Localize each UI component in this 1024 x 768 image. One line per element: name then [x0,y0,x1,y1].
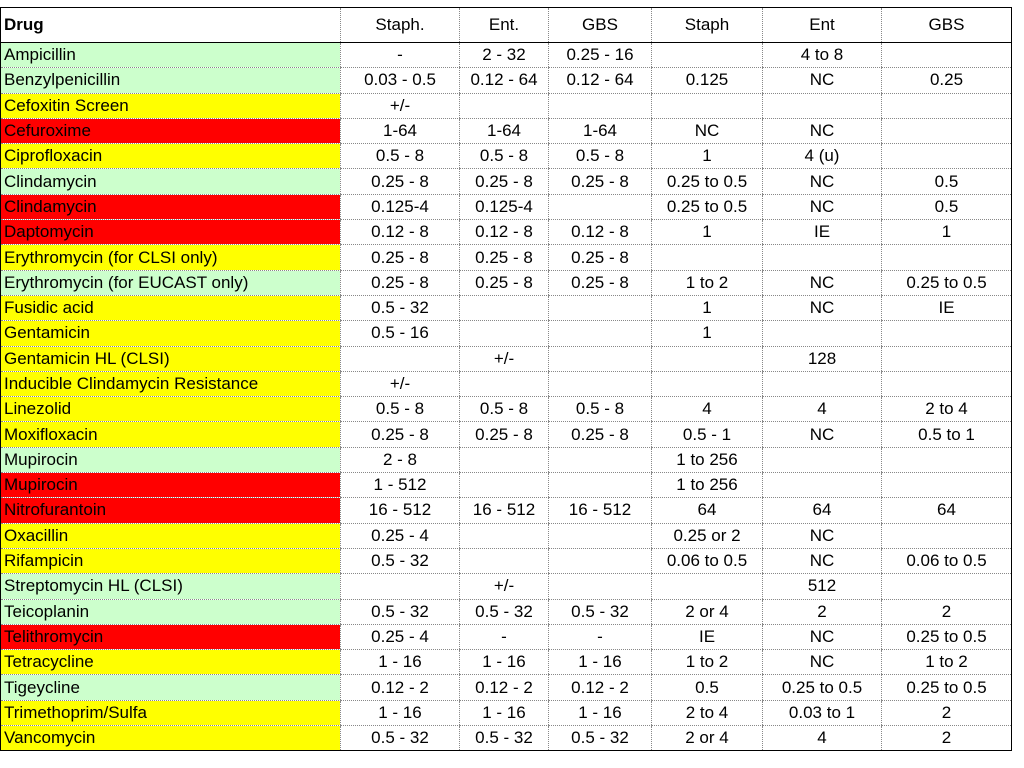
table-row [1,93,1012,118]
value-cell: +/- [460,574,549,599]
value-cell: 0.25 [882,68,1012,93]
value-cell: 0.25 - 8 [549,270,652,295]
drug-name-cell: Gentamicin [1,321,341,346]
value-cell: 1 - 16 [341,650,460,675]
value-cell: 0.12 - 2 [460,675,549,700]
header-gbs: GBS [882,8,1012,43]
value-cell: 1 to 2 [652,270,763,295]
value-cell [882,523,1012,548]
value-cell: 1 - 16 [460,700,549,725]
value-cell: 4 to 8 [763,43,882,68]
value-cell [882,473,1012,498]
value-cell: 0.5 - 32 [341,548,460,573]
value-cell: 16 - 512 [460,498,549,523]
table-row [1,245,1012,270]
table-row [1,675,1012,700]
value-cell [882,93,1012,118]
value-cell: IE [652,624,763,649]
value-cell: +/- [341,371,460,396]
value-cell: 1-64 [549,118,652,143]
value-cell: 0.25 - 8 [549,169,652,194]
value-cell [460,93,549,118]
value-cell: 0.25 to 0.5 [652,169,763,194]
value-cell: 1 to 2 [882,650,1012,675]
value-cell: 128 [763,346,882,371]
value-cell: 0.25 - 8 [460,422,549,447]
table-row [1,371,1012,396]
header-ent-range: Ent. [460,8,549,43]
value-cell: 0.12 - 8 [341,220,460,245]
value-cell [460,473,549,498]
value-cell: 2 [763,599,882,624]
value-cell: 0.25 - 8 [549,422,652,447]
value-cell: 0.5 - 8 [549,397,652,422]
value-cell [652,43,763,68]
value-cell: NC [763,624,882,649]
value-cell [549,523,652,548]
table-row [1,700,1012,725]
value-cell: 0.25 - 8 [549,245,652,270]
value-cell: 0.12 - 2 [549,675,652,700]
value-cell [882,43,1012,68]
value-cell: 0.06 to 0.5 [882,548,1012,573]
table-row [1,422,1012,447]
table-row [1,726,1012,751]
value-cell: 0.5 - 32 [460,726,549,751]
value-cell [549,574,652,599]
value-cell [882,245,1012,270]
value-cell [882,371,1012,396]
table-row [1,194,1012,219]
value-cell [460,321,549,346]
value-cell: 0.5 - 32 [549,599,652,624]
value-cell [763,473,882,498]
value-cell: NC [763,270,882,295]
value-cell: +/- [460,346,549,371]
value-cell: 512 [763,574,882,599]
header-ent: Ent [763,8,882,43]
table-row [1,118,1012,143]
drug-name-cell: Telithromycin [1,624,341,649]
value-cell: 0.06 to 0.5 [652,548,763,573]
value-cell [460,447,549,472]
value-cell [549,321,652,346]
table-row [1,68,1012,93]
drug-name-cell: Moxifloxacin [1,422,341,447]
value-cell: 1 [652,295,763,320]
table-row [1,624,1012,649]
value-cell: 1 - 512 [341,473,460,498]
value-cell: 1 [652,321,763,346]
value-cell: 1 - 16 [549,700,652,725]
drug-name-cell: Vancomycin [1,726,341,751]
value-cell: 0.5 - 1 [652,422,763,447]
table-row [1,43,1012,68]
value-cell: - [341,43,460,68]
value-cell: 0.25 to 0.5 [882,675,1012,700]
drug-name-cell: Erythromycin (for CLSI only) [1,245,341,270]
value-cell: NC [763,650,882,675]
value-cell: 1 [652,220,763,245]
value-cell: 16 - 512 [341,498,460,523]
table-body [1,43,1012,751]
value-cell: NC [763,295,882,320]
value-cell: - [460,624,549,649]
table-row [1,270,1012,295]
value-cell: 0.25 - 8 [341,422,460,447]
value-cell: 0.5 [652,675,763,700]
value-cell: 0.5 - 32 [341,295,460,320]
value-cell [763,321,882,346]
value-cell: 0.125-4 [341,194,460,219]
value-cell: 0.25 to 0.5 [882,270,1012,295]
value-cell: 1 [652,144,763,169]
value-cell: 1 to 256 [652,447,763,472]
value-cell: 0.125 [652,68,763,93]
header-gbs-range: GBS [549,8,652,43]
value-cell: 0.5 [882,194,1012,219]
table-row [1,295,1012,320]
value-cell [882,346,1012,371]
value-cell: 0.125-4 [460,194,549,219]
value-cell: 1 [882,220,1012,245]
value-cell: 16 - 512 [549,498,652,523]
value-cell: 1 - 16 [341,700,460,725]
value-cell: 0.25 - 16 [549,43,652,68]
table-row [1,144,1012,169]
header-staph-range: Staph. [341,8,460,43]
value-cell [341,346,460,371]
value-cell: 0.5 to 1 [882,422,1012,447]
drug-name-cell: Ampicillin [1,43,341,68]
value-cell: 0.25 or 2 [652,523,763,548]
value-cell [652,245,763,270]
drug-name-cell: Benzylpenicillin [1,68,341,93]
value-cell: 0.25 - 8 [460,245,549,270]
value-cell: NC [652,118,763,143]
value-cell: NC [763,169,882,194]
value-cell: 2 or 4 [652,726,763,751]
value-cell [549,295,652,320]
value-cell [460,548,549,573]
value-cell: IE [763,220,882,245]
drug-name-cell: Trimethoprim/Sulfa [1,700,341,725]
table-row [1,650,1012,675]
drug-name-cell: Cefoxitin Screen [1,93,341,118]
value-cell [763,447,882,472]
value-cell: 64 [763,498,882,523]
value-cell: 2 to 4 [882,397,1012,422]
value-cell: 0.25 - 8 [341,169,460,194]
value-cell: 0.25 - 8 [460,270,549,295]
drug-name-cell: Ciprofloxacin [1,144,341,169]
drug-name-cell: Streptomycin HL (CLSI) [1,574,341,599]
value-cell [549,371,652,396]
drug-name-cell: Tigeycline [1,675,341,700]
value-cell: 2 or 4 [652,599,763,624]
drug-name-cell: Inducible Clindamycin Resistance [1,371,341,396]
value-cell [652,93,763,118]
value-cell: 0.25 to 0.5 [882,624,1012,649]
value-cell: 4 [763,726,882,751]
value-cell: 0.12 - 2 [341,675,460,700]
value-cell [652,371,763,396]
table-row [1,169,1012,194]
value-cell: 0.5 - 32 [341,599,460,624]
value-cell [763,93,882,118]
value-cell: 2 [882,599,1012,624]
value-cell: 4 (u) [763,144,882,169]
value-cell: 1-64 [460,118,549,143]
value-cell [882,447,1012,472]
value-cell: +/- [341,93,460,118]
value-cell [549,346,652,371]
drug-name-cell: Clindamycin [1,169,341,194]
value-cell: 4 [652,397,763,422]
drug-name-cell: Nitrofurantoin [1,498,341,523]
drug-name-cell: Linezolid [1,397,341,422]
table-row [1,346,1012,371]
value-cell: 2 to 4 [652,700,763,725]
value-cell: 1 - 16 [549,650,652,675]
value-cell: 0.25 - 4 [341,523,460,548]
value-cell: 0.5 - 32 [341,726,460,751]
table-row [1,548,1012,573]
drug-name-cell: Rifampicin [1,548,341,573]
drug-name-cell: Mupirocin [1,473,341,498]
value-cell [652,574,763,599]
table-row [1,321,1012,346]
value-cell: 2 - 8 [341,447,460,472]
value-cell: 0.5 - 8 [549,144,652,169]
value-cell: 0.25 to 0.5 [763,675,882,700]
value-cell: 1 to 2 [652,650,763,675]
value-cell: 0.5 [882,169,1012,194]
value-cell: 1-64 [341,118,460,143]
value-cell: 0.12 - 8 [460,220,549,245]
value-cell [460,295,549,320]
table-row [1,473,1012,498]
value-cell: 0.5 - 16 [341,321,460,346]
value-cell: 4 [763,397,882,422]
drug-name-cell: Gentamicin HL (CLSI) [1,346,341,371]
table-row [1,523,1012,548]
value-cell [460,523,549,548]
value-cell [549,194,652,219]
table-row [1,574,1012,599]
header-row [1,8,1012,43]
drug-name-cell: Cefuroxime [1,118,341,143]
value-cell [460,371,549,396]
table-row [1,599,1012,624]
value-cell: 0.5 - 32 [460,599,549,624]
value-cell: 0.12 - 64 [460,68,549,93]
value-cell [882,574,1012,599]
drug-name-cell: Tetracycline [1,650,341,675]
value-cell: 0.03 to 1 [763,700,882,725]
value-cell: IE [882,295,1012,320]
value-cell: 0.5 - 32 [549,726,652,751]
drug-table [0,7,1012,751]
value-cell: 0.25 to 0.5 [652,194,763,219]
value-cell: 0.5 - 8 [460,397,549,422]
drug-name-cell: Mupirocin [1,447,341,472]
value-cell [549,93,652,118]
drug-name-cell: Clindamycin [1,194,341,219]
value-cell: 64 [882,498,1012,523]
value-cell: NC [763,118,882,143]
value-cell: 0.25 - 4 [341,624,460,649]
value-cell: NC [763,194,882,219]
value-cell: NC [763,523,882,548]
value-cell [341,574,460,599]
value-cell [882,118,1012,143]
table-row [1,447,1012,472]
drug-name-cell: Oxacillin [1,523,341,548]
value-cell [763,371,882,396]
value-cell: 0.5 - 8 [460,144,549,169]
drug-name-cell: Fusidic acid [1,295,341,320]
value-cell: 0.5 - 8 [341,144,460,169]
value-cell: 0.25 - 8 [341,270,460,295]
value-cell [549,473,652,498]
value-cell: 2 [882,726,1012,751]
value-cell: 0.5 - 8 [341,397,460,422]
table-row [1,498,1012,523]
drug-name-cell: Erythromycin (for EUCAST only) [1,270,341,295]
value-cell: 0.12 - 8 [549,220,652,245]
value-cell: 0.03 - 0.5 [341,68,460,93]
value-cell: 1 - 16 [460,650,549,675]
value-cell: 0.25 - 8 [460,169,549,194]
value-cell [549,548,652,573]
drug-name-cell: Daptomycin [1,220,341,245]
value-cell: 2 - 32 [460,43,549,68]
value-cell: 2 [882,700,1012,725]
value-cell: 0.25 - 8 [341,245,460,270]
value-cell [882,144,1012,169]
value-cell: NC [763,422,882,447]
value-cell: 64 [652,498,763,523]
value-cell [549,447,652,472]
value-cell: NC [763,68,882,93]
value-cell: - [549,624,652,649]
table-row [1,397,1012,422]
header-staph: Staph [652,8,763,43]
drug-name-cell: Teicoplanin [1,599,341,624]
table-row [1,220,1012,245]
value-cell: 1 to 256 [652,473,763,498]
header-drug: Drug [1,8,341,43]
value-cell [652,346,763,371]
value-cell: NC [763,548,882,573]
value-cell [763,245,882,270]
value-cell [882,321,1012,346]
value-cell: 0.12 - 64 [549,68,652,93]
